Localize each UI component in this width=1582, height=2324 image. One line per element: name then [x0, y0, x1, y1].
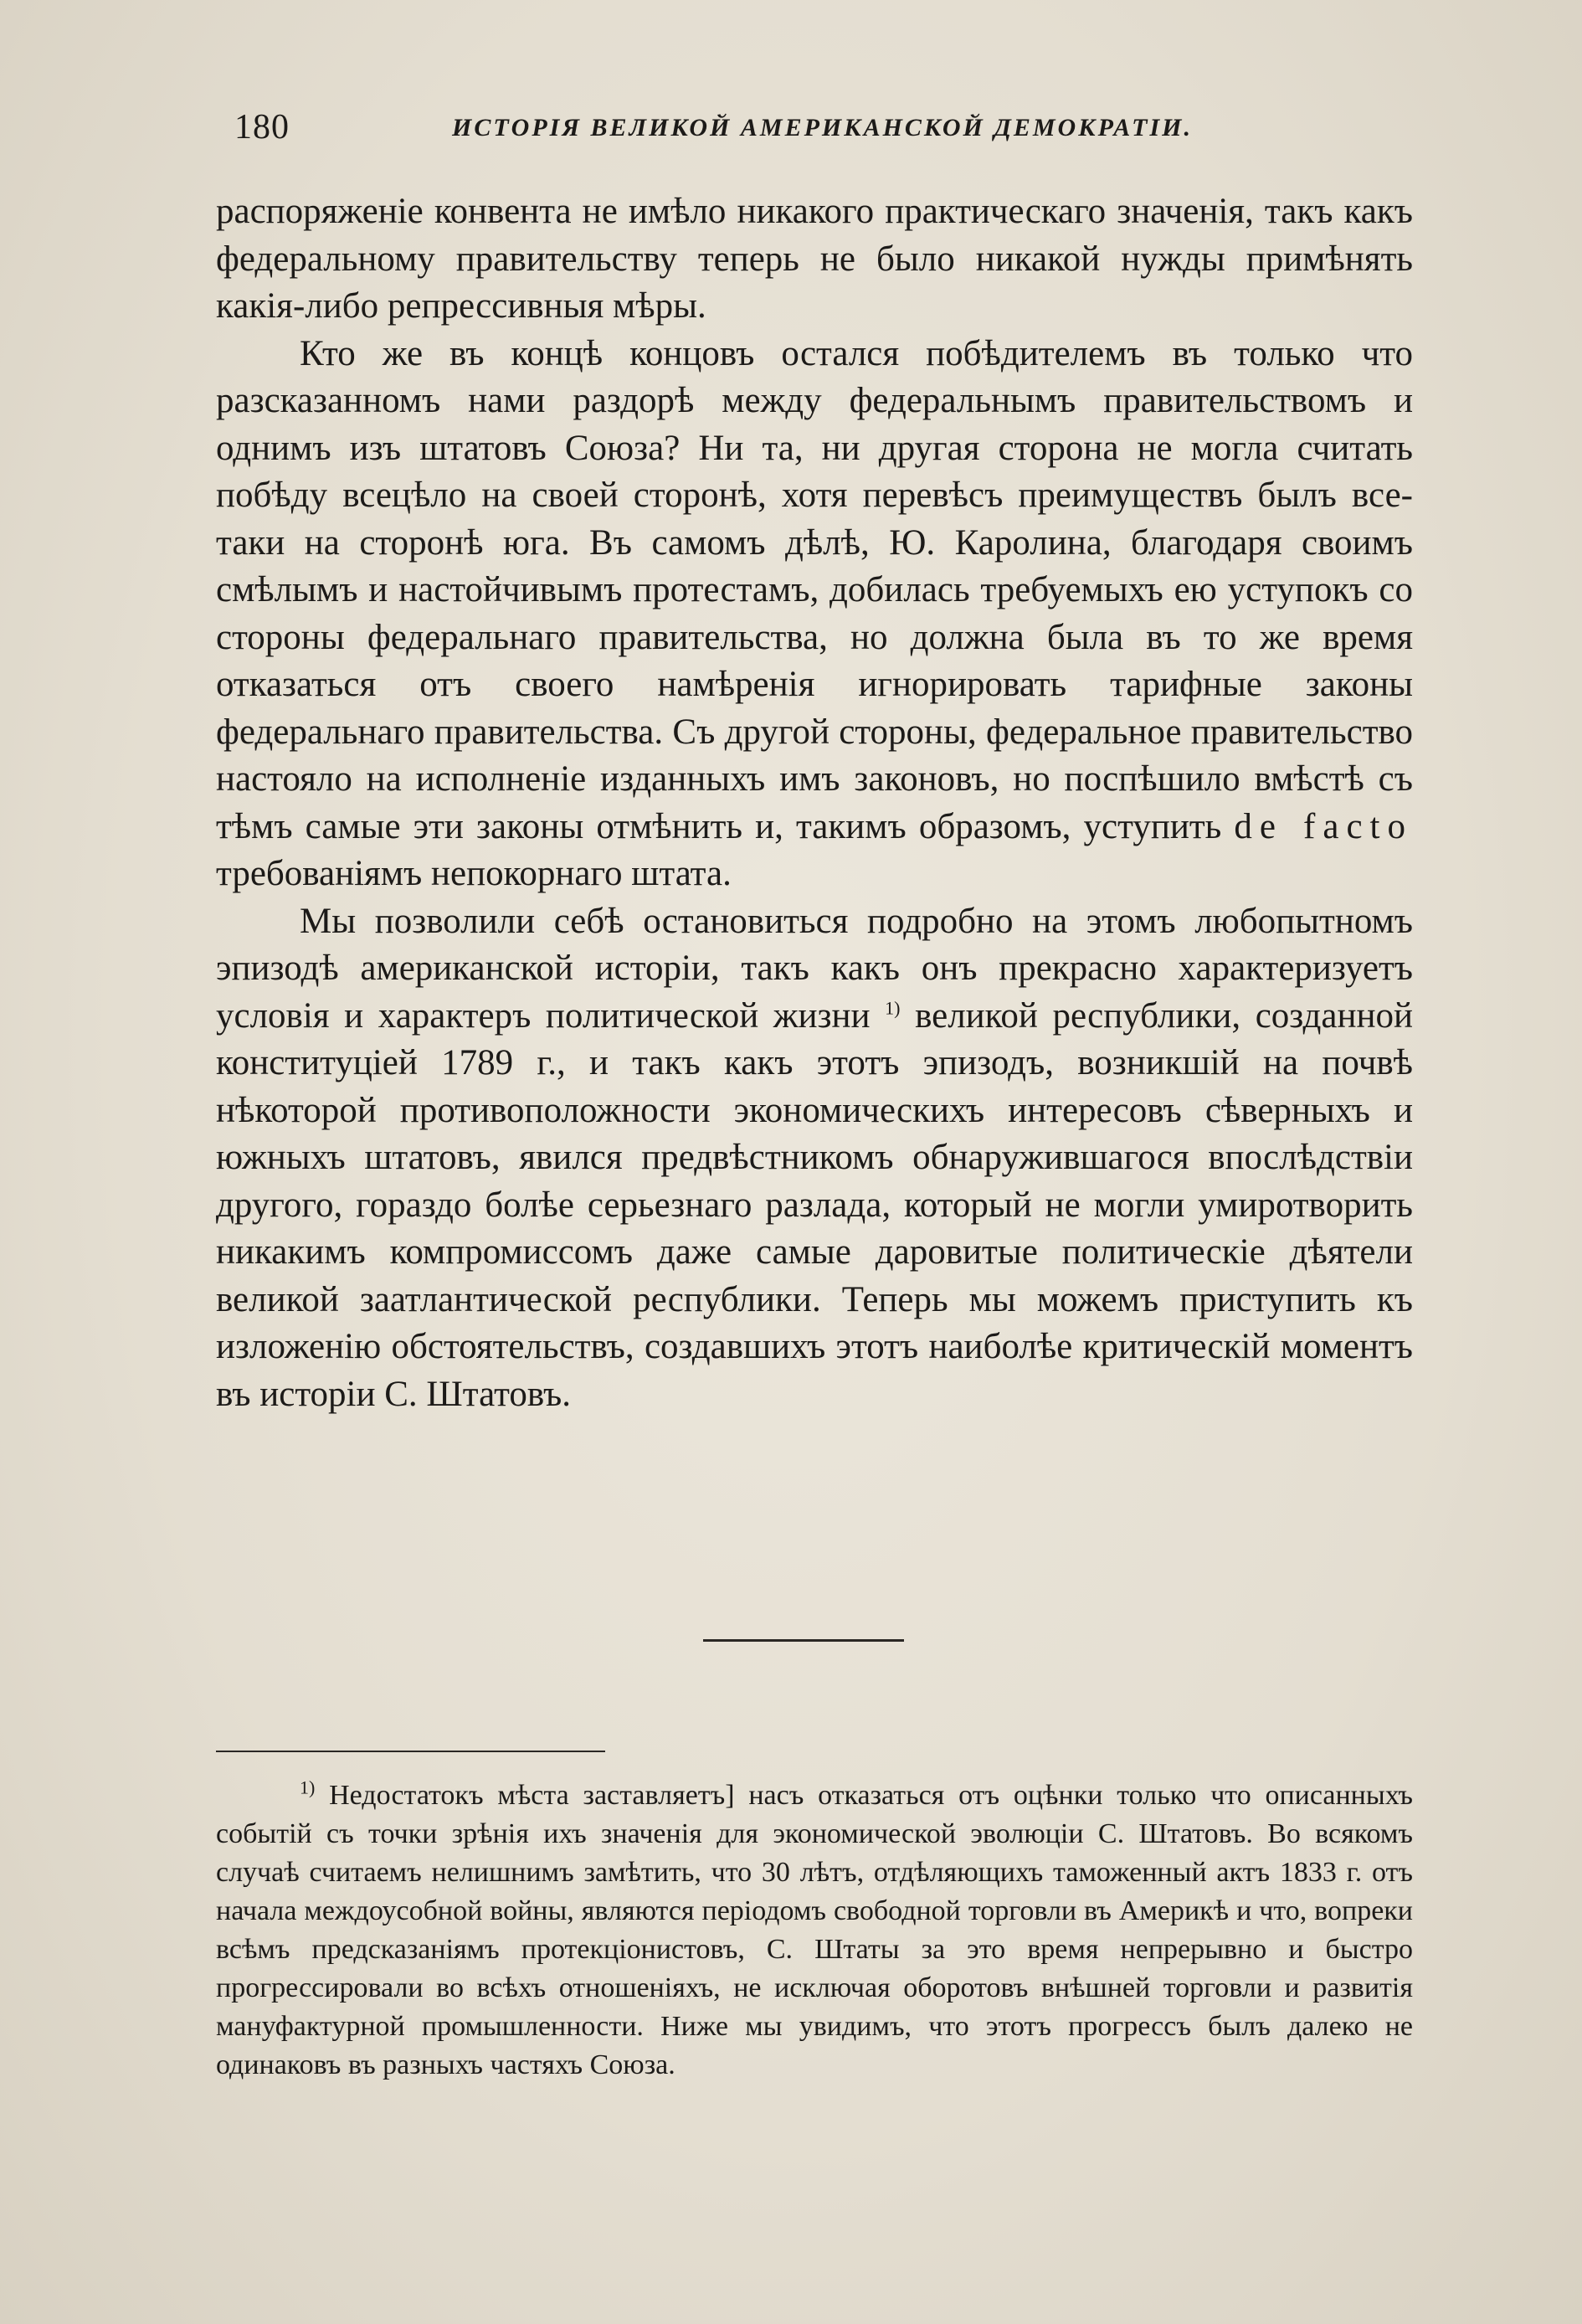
paragraph-3-text: Мы позволили себѣ остановиться подробно на этомъ любопытномъ эпизодѣ американской исторіи, такъ какъ онъ прекрасно характеризуетъ условія и характеръ политической жизни	[216, 901, 1413, 1036]
paragraph-3-end: великой республики, созданной конституціей 1789 г., и такъ какъ этотъ эпизодъ, возникшій на почвѣ нѣкоторой противоположности экономическихъ интересовъ сѣверныхъ и южныхъ штатовъ, явился предвѣстникомъ обнаружившагося впослѣдствіи другого, гораздо болѣе серьезнаго разлада, который не могли умиротворить никакимъ компромиссомъ даже самые даровитые политическіе дѣятели великой заатлантической республики. Теперь мы можемъ приступить къ изложенію обстоятельствъ, создавшихъ этотъ наиболѣе критическій моментъ въ исторіи С. Штатовъ.	[216, 995, 1413, 1414]
paragraph-3	[216, 898, 1413, 1419]
footnote	[216, 1776, 1413, 2085]
page-number: 180	[234, 108, 290, 147]
paragraph-2-text: Кто же въ концѣ концовъ остался побѣдителемъ въ только что разсказанномъ нами раздорѣ между федеральнымъ правительствомъ и однимъ изъ штатовъ Союза? Ни та, ни другая сторона не могла считать побѣду всецѣло на своей сторонѣ, хотя перевѣсъ преимуществъ былъ все-таки на сторонѣ юга. Въ самомъ дѣлѣ, Ю. Каролина, благодаря своимъ смѣлымъ и настойчивымъ протестамъ, добилась требуемыхъ ею уступокъ со стороны федеральнаго правительства, но должна была въ то же время отказаться отъ своего намѣренія игнорировать тарифные законы федеральнаго правительства. Съ другой стороны, федеральное правительство настояло на исполненіе изданныхъ имъ законовъ, но поспѣшило вмѣстѣ съ тѣмъ самые эти законы отмѣнить и, такимъ образомъ, уступить	[216, 333, 1413, 846]
footnote-mark: 1)	[300, 1776, 316, 1798]
footnote-reference: 1)	[885, 997, 901, 1019]
paragraph-2-end: требованіямъ непокорнаго штата.	[216, 854, 732, 893]
section-end-rule	[703, 1639, 904, 1642]
page-header	[234, 107, 1423, 157]
paragraph-1: распоряженіе конвента не имѣло никакого практическаго значенія, такъ какъ федеральному правительству теперь не было никакой нужды примѣнять какія-либо репрессивныя мѣры.	[216, 192, 1413, 326]
spaced-phrase: de facto	[1234, 806, 1413, 846]
paragraph-2	[216, 331, 1413, 898]
main-text	[216, 188, 1413, 1418]
running-title: ИСТОРІЯ ВЕЛИКОЙ АМЕРИКАНСКОЙ ДЕМОКРАТІИ.	[452, 114, 1193, 141]
footnote-separator	[216, 1751, 605, 1752]
footnote-text: Недостатокъ мѣста заставляетъ] насъ отказаться отъ оцѣнки только что описанныхъ событій съ точки зрѣнія ихъ значенія для экономической эволюціи С. Штатовъ. Во всякомъ случаѣ считаемъ нелишнимъ замѣтить, что 30 лѣтъ, отдѣляющихъ таможенный актъ 1833 г. отъ начала междоусобной войны, являются періодомъ свободной торговли въ Америкѣ и что, вопреки всѣмъ предсказаніямъ протекціонистовъ, С. Штаты за это время непрерывно и быстро прогрессировали во всѣхъ отношеніяхъ, не исключая оборотовъ внѣшней торговли и развитія мануфактурной промышленности. Ниже мы увидимъ, что этотъ прогрессъ былъ далеко не одинаковъ въ разныхъ частяхъ Союза.	[216, 1780, 1413, 2080]
